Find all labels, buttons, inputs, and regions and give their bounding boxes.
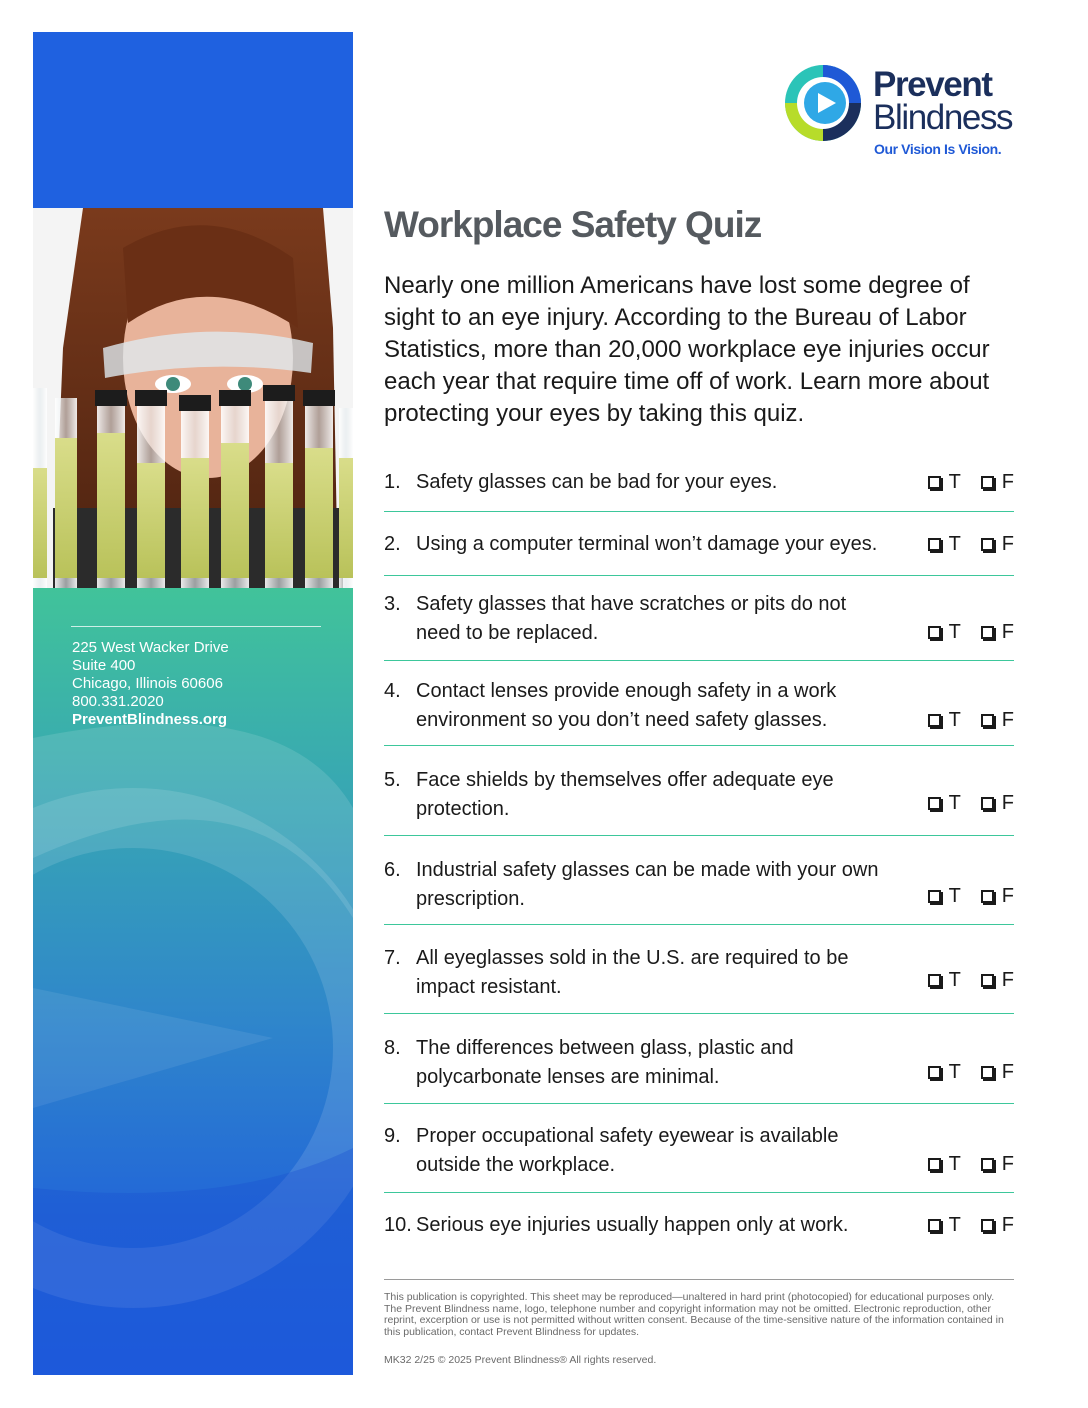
question-number: 5. <box>384 769 401 791</box>
true-checkbox[interactable] <box>928 1219 941 1232</box>
true-checkbox[interactable] <box>928 626 941 639</box>
false-checkbox[interactable] <box>981 714 994 727</box>
address-line: 225 West Wacker Drive <box>72 639 229 656</box>
true-checkbox[interactable] <box>928 974 941 987</box>
false-label: F <box>1001 885 1014 907</box>
phone-number: 800.331.2020 <box>72 693 164 710</box>
question-number: 1. <box>384 471 401 493</box>
question-number: 9. <box>384 1125 401 1147</box>
true-label: T <box>948 471 961 493</box>
question-text: The differences between glass, plastic and polycarbonate lenses are minimal. <box>416 1037 794 1088</box>
true-false-options <box>928 789 1014 817</box>
true-checkbox[interactable] <box>928 890 941 903</box>
false-checkbox[interactable] <box>981 476 994 489</box>
true-checkbox[interactable] <box>928 538 941 551</box>
eye-logo-icon <box>782 62 864 144</box>
left-sidebar <box>33 32 353 1375</box>
question-text: Contact lenses provide enough safety in a work environment so you don’t need safety glasses. <box>416 680 837 731</box>
question-text: Proper occupational safety eyewear is available outside the workplace. <box>416 1125 839 1176</box>
false-label: F <box>1001 621 1014 643</box>
question-number: 4. <box>384 680 401 702</box>
true-false-options <box>928 966 1014 994</box>
true-checkbox[interactable] <box>928 714 941 727</box>
contact-panel <box>33 588 353 1375</box>
true-false-options <box>928 468 1014 496</box>
question-number: 10. <box>384 1214 412 1236</box>
address-line: Chicago, Illinois 60606 <box>72 675 223 692</box>
footer-divider <box>384 1279 1014 1280</box>
quiz-question <box>384 662 1014 746</box>
website-link[interactable]: PreventBlindness.org <box>72 711 228 728</box>
true-false-options <box>928 1150 1014 1178</box>
true-checkbox[interactable] <box>928 797 941 810</box>
false-checkbox[interactable] <box>981 1066 994 1079</box>
false-checkbox[interactable] <box>981 626 994 639</box>
quiz-question <box>384 577 1014 661</box>
false-checkbox[interactable] <box>981 1219 994 1232</box>
true-false-options <box>928 1211 1014 1239</box>
page-title: Workplace Safety Quiz <box>384 204 762 245</box>
question-number: 7. <box>384 947 401 969</box>
question-text: All eyeglasses sold in the U.S. are required to be impact resistant. <box>416 947 849 998</box>
hero-photo <box>33 208 353 588</box>
true-false-options <box>928 618 1014 646</box>
quiz-question <box>384 926 1014 1014</box>
quiz-question <box>384 747 1014 836</box>
prevent-blindness-logo <box>782 62 1022 162</box>
false-label: F <box>1001 969 1014 991</box>
logo-wordmark <box>873 65 1013 137</box>
true-label: T <box>948 969 961 991</box>
false-checkbox[interactable] <box>981 890 994 903</box>
logo-tagline: Our Vision Is Vision. <box>874 141 1002 157</box>
true-label: T <box>948 621 961 643</box>
question-number: 6. <box>384 859 401 881</box>
woman-with-test-tubes-image <box>33 208 353 588</box>
copyright-disclaimer: This publication is copyrighted. This sheet may be reproduced—unaltered in hard print (photocopied) for educational purposes only. The Prevent Blindness name, logo, telephone number and copyright information may not be omitted. Electronic reproduction, other reprint, excerption or use is not permitted without written consent. Because of the time-sensitive nature of the information contained in this publication, contact Prevent Blindness for updates. <box>384 1291 1004 1338</box>
question-text: Face shields by themselves offer adequate eye protection. <box>416 769 834 820</box>
quiz-question <box>384 1105 1014 1193</box>
false-label: F <box>1001 709 1014 731</box>
question-text: Safety glasses that have scratches or pits do not need to be replaced. <box>416 593 847 644</box>
question-text: Safety glasses can be bad for your eyes. <box>416 471 778 493</box>
copyright-line: MK32 2/25 © 2025 Prevent Blindness® All rights reserved. <box>384 1354 657 1366</box>
quiz-question <box>384 837 1014 925</box>
question-number: 3. <box>384 593 401 615</box>
question-text: Serious eye injuries usually happen only at work. <box>416 1214 849 1236</box>
true-false-options <box>928 706 1014 734</box>
intro-paragraph: Nearly one million Americans have lost some degree of sight to an eye injury. According to the Bureau of Labor Statistics, more than 20,000 workplace eye injuries occur each year that require time off of work. Learn more about protecting your eyes by taking this quiz. <box>384 272 990 427</box>
question-number: 8. <box>384 1037 401 1059</box>
false-checkbox[interactable] <box>981 1158 994 1171</box>
false-checkbox[interactable] <box>981 797 994 810</box>
quiz-question <box>384 1015 1014 1104</box>
true-label: T <box>948 885 961 907</box>
address-line: Suite 400 <box>72 657 136 674</box>
true-checkbox[interactable] <box>928 1158 941 1171</box>
blue-header-block <box>33 32 353 208</box>
true-false-options <box>928 530 1014 558</box>
quiz-question <box>384 1194 1014 1254</box>
question-text: Industrial safety glasses can be made with your own prescription. <box>416 859 879 910</box>
true-label: T <box>948 1153 961 1175</box>
true-label: T <box>948 1061 961 1083</box>
address-divider <box>71 626 321 627</box>
true-label: T <box>948 709 961 731</box>
true-checkbox[interactable] <box>928 476 941 489</box>
quiz-question <box>384 513 1014 576</box>
false-label: F <box>1001 533 1014 555</box>
question-text: Using a computer terminal won’t damage your eyes. <box>416 533 878 555</box>
false-checkbox[interactable] <box>981 974 994 987</box>
contact-address <box>72 639 332 729</box>
false-label: F <box>1001 471 1014 493</box>
false-label: F <box>1001 1153 1014 1175</box>
false-label: F <box>1001 1061 1014 1083</box>
true-label: T <box>948 792 961 814</box>
true-label: T <box>948 1214 961 1236</box>
false-label: F <box>1001 1214 1014 1236</box>
logo-word-prevent: Prevent <box>873 65 992 104</box>
question-number: 2. <box>384 533 401 555</box>
false-label: F <box>1001 792 1014 814</box>
true-label: T <box>948 533 961 555</box>
true-checkbox[interactable] <box>928 1066 941 1079</box>
logo-word-blindness: Blindness <box>873 98 1013 137</box>
true-false-options <box>928 1058 1014 1086</box>
quiz-question <box>384 460 1014 512</box>
true-false-options <box>928 882 1014 910</box>
false-checkbox[interactable] <box>981 538 994 551</box>
